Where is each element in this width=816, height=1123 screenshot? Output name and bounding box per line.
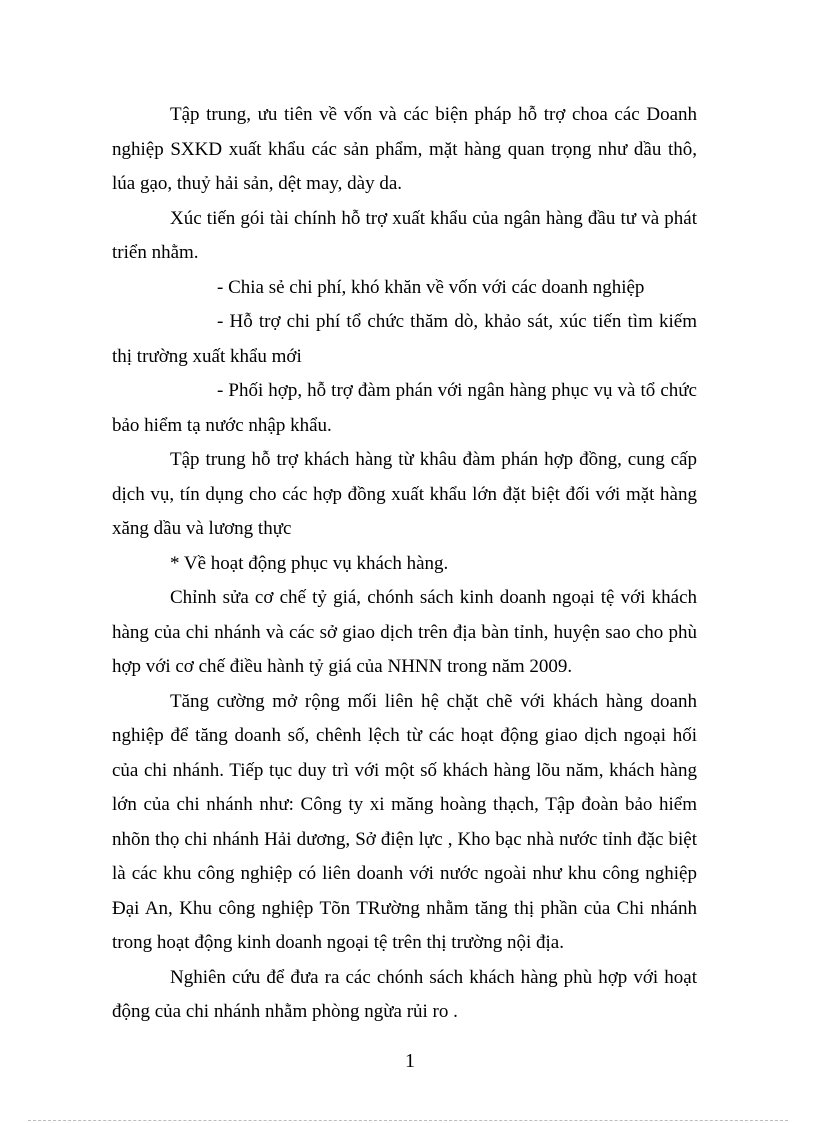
paragraph: Tập trung hỗ trợ khách hàng từ khâu đàm phán hợp đồng, cung cấp dịch vụ, tín dụng cho các hợp đồng xuất khẩu lớn đặt biệt đối với mặt hàng xăng dầu và lương thực bbox=[112, 449, 697, 539]
paragraph: Xúc tiến gói tài chính hỗ trợ xuất khẩu của ngân hàng đầu tư và phát triển nhằm. bbox=[112, 207, 697, 263]
paragraph: Nghiên cứu để đưa ra các chónh sách khách hàng phù hợp với hoạt động của chi nhánh nhằm phòng ngừa rủi ro . bbox=[112, 966, 697, 1022]
bullet-paragraph: - Phối hợp, hỗ trợ đàm phán với ngân hàng phục vụ và tổ chức bảo hiểm tạ nước nhập khẩu. bbox=[112, 380, 697, 436]
document-body bbox=[112, 98, 697, 1030]
paragraph: Chỉnh sửa cơ chế tỷ giá, chónh sách kinh doanh ngoại tệ với khách hàng của chi nhánh và các sở giao dịch trên địa bàn tỉnh, huyện sao cho phù hợp với cơ chế điều hành tỷ giá của NHNN trong năm 2009. bbox=[112, 587, 697, 677]
section-heading: * Về hoạt động phục vụ khách hàng. bbox=[170, 552, 449, 574]
page-bottom-divider bbox=[28, 1120, 788, 1121]
paragraph: Tập trung, ưu tiên về vốn và các biện pháp hỗ trợ choa các Doanh nghiệp SXKD xuất khẩu các sản phẩm, mặt hàng quan trọng như dầu thô, lúa gạo, thuỷ hải sản, dệt may, dày da. bbox=[112, 104, 697, 194]
paragraph: Tăng cường mở rộng mối liên hệ chặt chẽ với khách hàng doanh nghiệp để tăng doanh số, chênh lệch từ các hoạt động giao dịch ngoại hối của chi nhánh. Tiếp tục duy trì với một số khách hàng lõu năm, khách hàng lớn của chi nhánh như: Công ty xi măng hoàng thạch, Tập đoàn bảo hiểm nhõn thọ chi nhánh Hải dương, Sở điện lực , Kho bạc nhà nước tỉnh đặc biệt là các khu công nghiệp có liên doanh với nước ngoài như khu công nghiệp Đại An, Khu công nghiệp Tõn TRường nhằm tăng thị phần của Chi nhánh trong hoạt động kinh doanh ngoại tệ trên thị trường nội địa. bbox=[112, 690, 697, 953]
page-number: 1 bbox=[405, 1050, 415, 1072]
bullet-paragraph: - Chia sẻ chi phí, khó khăn về vốn với các doanh nghiệp bbox=[217, 276, 645, 298]
bullet-paragraph: - Hỗ trợ chi phí tổ chức thăm dò, khảo sát, xúc tiến tìm kiếm thị trường xuất khẩu mới bbox=[112, 311, 697, 367]
